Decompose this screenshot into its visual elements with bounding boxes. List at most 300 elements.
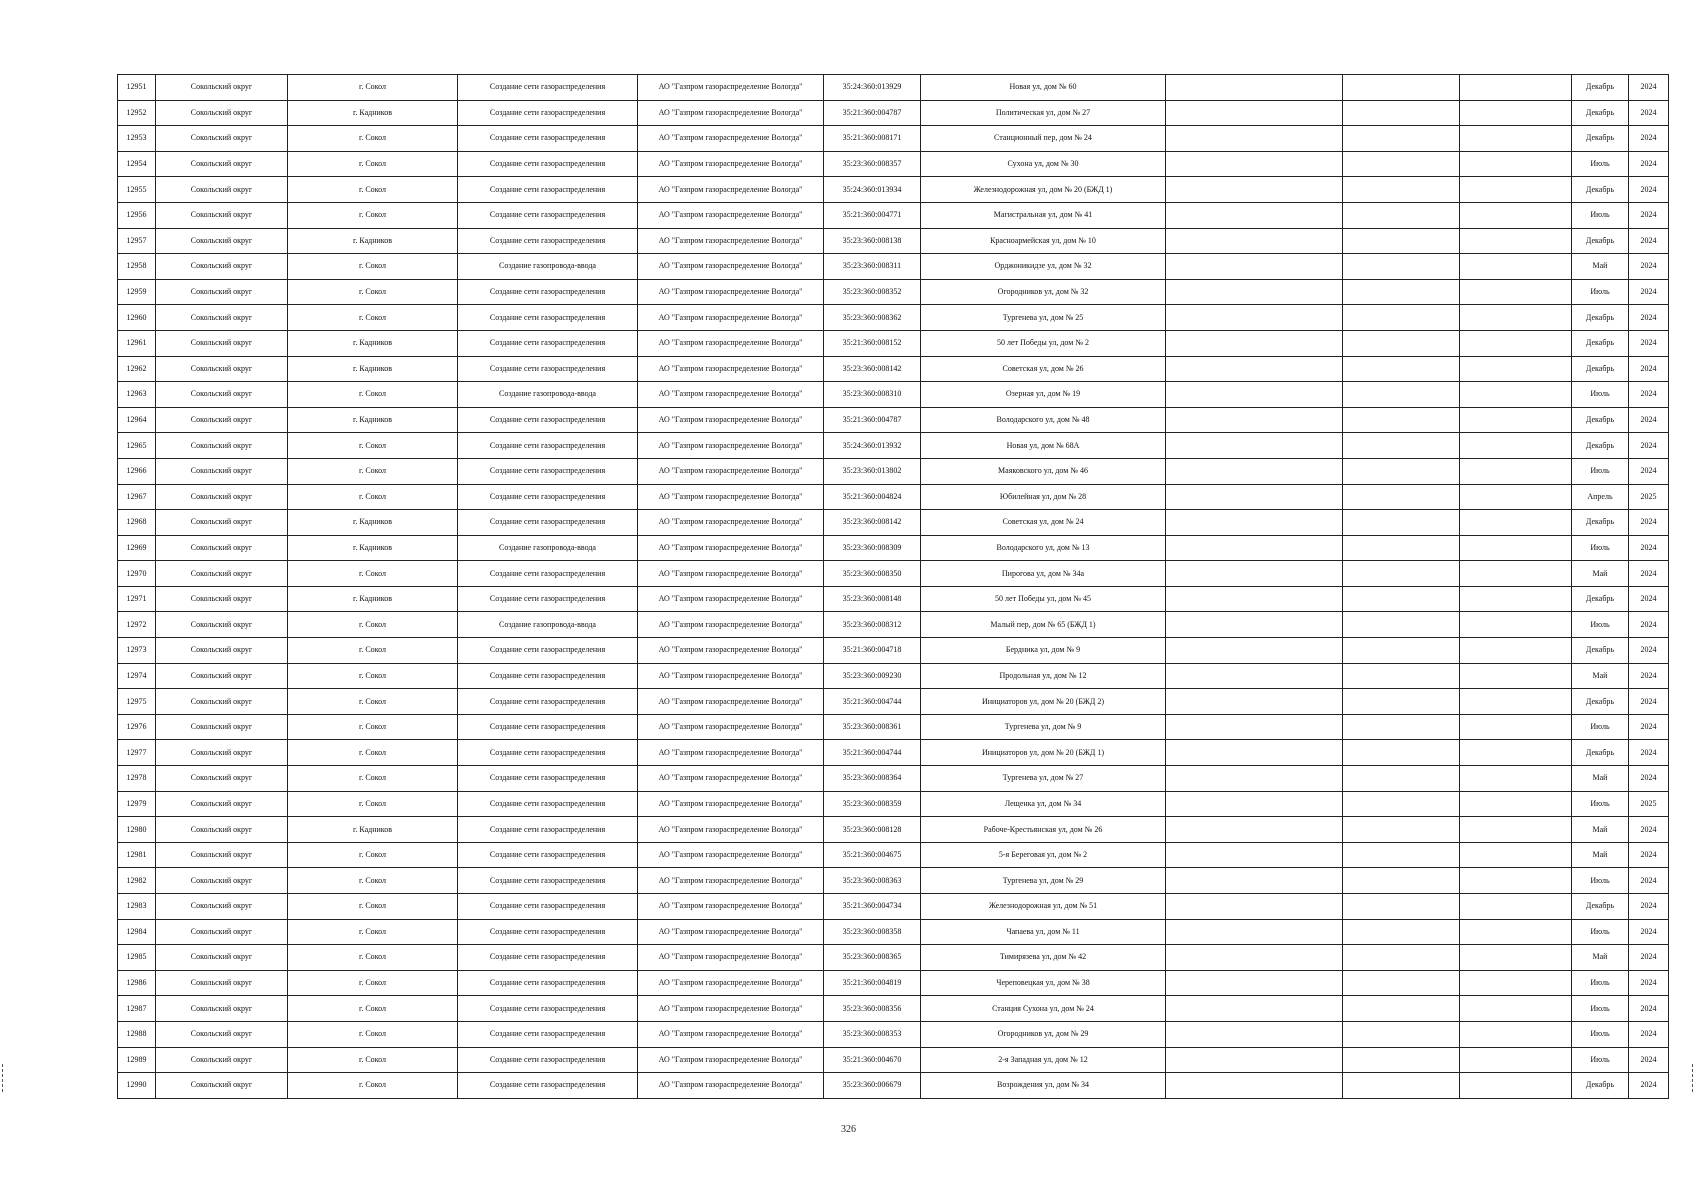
organization-cell: АО "Газпром газораспределение Вологда" (638, 484, 824, 510)
address-cell: Тимирязева ул, дом № 42 (921, 945, 1166, 971)
settlement-cell: г. Сокол (288, 202, 458, 228)
settlement-cell: г. Сокол (288, 1073, 458, 1099)
page-number: 326 (841, 1124, 856, 1135)
empty-cell-b (1343, 561, 1460, 587)
table-row (118, 510, 1669, 536)
empty-cell-b (1343, 510, 1460, 536)
year-cell: 2024 (1629, 202, 1669, 228)
empty-cell-a (1166, 330, 1343, 356)
row-number-cell: 12956 (118, 202, 156, 228)
cadastral-number-cell: 35:23:360:008353 (824, 1021, 921, 1047)
row-number-cell: 12971 (118, 586, 156, 612)
empty-cell-b (1343, 433, 1460, 459)
work-type-cell: Создание сети газораспределения (458, 766, 638, 792)
table-row (118, 330, 1669, 356)
empty-cell-b (1343, 842, 1460, 868)
row-number-cell: 12983 (118, 894, 156, 920)
empty-cell-b (1343, 254, 1460, 280)
table-row (118, 817, 1669, 843)
year-cell: 2024 (1629, 151, 1669, 177)
empty-cell-a (1166, 791, 1343, 817)
district-cell: Сокольский округ (156, 126, 288, 152)
settlement-cell: г. Сокол (288, 663, 458, 689)
organization-cell: АО "Газпром газораспределение Вологда" (638, 100, 824, 126)
empty-cell-b (1343, 638, 1460, 664)
settlement-cell: г. Сокол (288, 894, 458, 920)
settlement-cell: г. Кадников (288, 535, 458, 561)
month-cell: Май (1572, 945, 1629, 971)
year-cell: 2024 (1629, 177, 1669, 203)
year-cell: 2024 (1629, 75, 1669, 101)
empty-cell-a (1166, 1021, 1343, 1047)
empty-cell-a (1166, 151, 1343, 177)
row-number-cell: 12962 (118, 356, 156, 382)
empty-cell-a (1166, 177, 1343, 203)
row-number-cell: 12952 (118, 100, 156, 126)
empty-cell-a (1166, 561, 1343, 587)
empty-cell-b (1343, 919, 1460, 945)
work-type-cell: Создание газопровода-ввода (458, 612, 638, 638)
empty-cell-c (1460, 1021, 1572, 1047)
organization-cell: АО "Газпром газораспределение Вологда" (638, 586, 824, 612)
table-row (118, 279, 1669, 305)
work-type-cell: Создание сети газораспределения (458, 970, 638, 996)
empty-cell-a (1166, 484, 1343, 510)
organization-cell: АО "Газпром газораспределение Вологда" (638, 407, 824, 433)
empty-cell-a (1166, 356, 1343, 382)
table-row (118, 407, 1669, 433)
district-cell: Сокольский округ (156, 766, 288, 792)
empty-cell-b (1343, 894, 1460, 920)
empty-cell-a (1166, 100, 1343, 126)
year-cell: 2024 (1629, 356, 1669, 382)
cadastral-number-cell: 35:21:360:004787 (824, 100, 921, 126)
cadastral-number-cell: 35:24:360:013934 (824, 177, 921, 203)
month-cell: Июль (1572, 535, 1629, 561)
scan-edge-mark-right (1692, 1064, 1696, 1092)
district-cell: Сокольский округ (156, 612, 288, 638)
cadastral-number-cell: 35:23:360:013802 (824, 458, 921, 484)
month-cell: Июль (1572, 202, 1629, 228)
organization-cell: АО "Газпром газораспределение Вологда" (638, 868, 824, 894)
address-cell: Череповецкая ул, дом № 38 (921, 970, 1166, 996)
table-row (118, 484, 1669, 510)
settlement-cell: г. Кадников (288, 356, 458, 382)
organization-cell: АО "Газпром газораспределение Вологда" (638, 663, 824, 689)
cadastral-number-cell: 35:21:360:004819 (824, 970, 921, 996)
empty-cell-b (1343, 714, 1460, 740)
year-cell: 2024 (1629, 330, 1669, 356)
cadastral-number-cell: 35:21:360:008171 (824, 126, 921, 152)
empty-cell-c (1460, 894, 1572, 920)
empty-cell-b (1343, 151, 1460, 177)
organization-cell: АО "Газпром газораспределение Вологда" (638, 766, 824, 792)
work-type-cell: Создание сети газораспределения (458, 945, 638, 971)
settlement-cell: г. Сокол (288, 305, 458, 331)
work-type-cell: Создание сети газораспределения (458, 689, 638, 715)
district-cell: Сокольский округ (156, 356, 288, 382)
work-type-cell: Создание сети газораспределения (458, 75, 638, 101)
cadastral-number-cell: 35:24:360:013929 (824, 75, 921, 101)
year-cell: 2024 (1629, 279, 1669, 305)
empty-cell-a (1166, 868, 1343, 894)
table-row (118, 842, 1669, 868)
settlement-cell: г. Сокол (288, 126, 458, 152)
month-cell: Июль (1572, 868, 1629, 894)
settlement-cell: г. Сокол (288, 1047, 458, 1073)
cadastral-number-cell: 35:23:360:008365 (824, 945, 921, 971)
year-cell: 2025 (1629, 484, 1669, 510)
district-cell: Сокольский округ (156, 842, 288, 868)
month-cell: Июль (1572, 279, 1629, 305)
empty-cell-a (1166, 817, 1343, 843)
table-row (118, 894, 1669, 920)
empty-cell-b (1343, 356, 1460, 382)
month-cell: Декабрь (1572, 586, 1629, 612)
empty-cell-c (1460, 510, 1572, 536)
empty-cell-a (1166, 126, 1343, 152)
settlement-cell: г. Сокол (288, 561, 458, 587)
row-number-cell: 12988 (118, 1021, 156, 1047)
empty-cell-c (1460, 458, 1572, 484)
row-number-cell: 12986 (118, 970, 156, 996)
settlement-cell: г. Кадников (288, 228, 458, 254)
table-row (118, 714, 1669, 740)
empty-cell-b (1343, 791, 1460, 817)
year-cell: 2024 (1629, 894, 1669, 920)
table-row (118, 561, 1669, 587)
district-cell: Сокольский округ (156, 151, 288, 177)
empty-cell-a (1166, 458, 1343, 484)
empty-cell-c (1460, 638, 1572, 664)
cadastral-number-cell: 35:23:360:008364 (824, 766, 921, 792)
empty-cell-c (1460, 177, 1572, 203)
district-cell: Сокольский округ (156, 100, 288, 126)
month-cell: Декабрь (1572, 433, 1629, 459)
address-cell: Юбилейная ул, дом № 28 (921, 484, 1166, 510)
empty-cell-a (1166, 970, 1343, 996)
address-cell: Советская ул, дом № 26 (921, 356, 1166, 382)
organization-cell: АО "Газпром газораспределение Вологда" (638, 202, 824, 228)
empty-cell-b (1343, 535, 1460, 561)
row-number-cell: 12973 (118, 638, 156, 664)
address-cell: Магистральная ул, дом № 41 (921, 202, 1166, 228)
cadastral-number-cell: 35:23:360:008352 (824, 279, 921, 305)
work-type-cell: Создание сети газораспределения (458, 228, 638, 254)
row-number-cell: 12979 (118, 791, 156, 817)
empty-cell-c (1460, 919, 1572, 945)
month-cell: Декабрь (1572, 356, 1629, 382)
organization-cell: АО "Газпром газораспределение Вологда" (638, 356, 824, 382)
empty-cell-c (1460, 356, 1572, 382)
month-cell: Июль (1572, 612, 1629, 638)
empty-cell-b (1343, 407, 1460, 433)
settlement-cell: г. Сокол (288, 458, 458, 484)
year-cell: 2024 (1629, 586, 1669, 612)
district-cell: Сокольский округ (156, 996, 288, 1022)
cadastral-number-cell: 35:23:360:008363 (824, 868, 921, 894)
empty-cell-a (1166, 842, 1343, 868)
work-type-cell: Создание сети газораспределения (458, 663, 638, 689)
organization-cell: АО "Газпром газораспределение Вологда" (638, 714, 824, 740)
empty-cell-b (1343, 612, 1460, 638)
work-type-cell: Создание газопровода-ввода (458, 535, 638, 561)
cadastral-number-cell: 35:23:360:008311 (824, 254, 921, 280)
empty-cell-c (1460, 842, 1572, 868)
work-type-cell: Создание сети газораспределения (458, 1073, 638, 1099)
organization-cell: АО "Газпром газораспределение Вологда" (638, 151, 824, 177)
settlement-cell: г. Сокол (288, 638, 458, 664)
row-number-cell: 12963 (118, 382, 156, 408)
empty-cell-b (1343, 100, 1460, 126)
address-cell: Маяковского ул, дом № 46 (921, 458, 1166, 484)
district-cell: Сокольский округ (156, 945, 288, 971)
work-type-cell: Создание сети газораспределения (458, 484, 638, 510)
month-cell: Декабрь (1572, 75, 1629, 101)
settlement-cell: г. Кадников (288, 510, 458, 536)
empty-cell-b (1343, 126, 1460, 152)
empty-cell-a (1166, 586, 1343, 612)
work-type-cell: Создание сети газораспределения (458, 561, 638, 587)
empty-cell-b (1343, 305, 1460, 331)
table-row (118, 996, 1669, 1022)
empty-cell-b (1343, 586, 1460, 612)
month-cell: Декабрь (1572, 510, 1629, 536)
row-number-cell: 12955 (118, 177, 156, 203)
organization-cell: АО "Газпром газораспределение Вологда" (638, 228, 824, 254)
table-row (118, 638, 1669, 664)
address-cell: 50 лет Победы ул, дом № 2 (921, 330, 1166, 356)
empty-cell-a (1166, 535, 1343, 561)
row-number-cell: 12987 (118, 996, 156, 1022)
empty-cell-c (1460, 586, 1572, 612)
address-cell: Станционный пер, дом № 24 (921, 126, 1166, 152)
row-number-cell: 12970 (118, 561, 156, 587)
empty-cell-c (1460, 689, 1572, 715)
row-number-cell: 12968 (118, 510, 156, 536)
empty-cell-a (1166, 714, 1343, 740)
district-cell: Сокольский округ (156, 970, 288, 996)
address-cell: Инициаторов ул, дом № 20 (БЖД 1) (921, 740, 1166, 766)
address-cell: Политическая ул, дом № 27 (921, 100, 1166, 126)
work-type-cell: Создание сети газораспределения (458, 894, 638, 920)
table-row (118, 382, 1669, 408)
row-number-cell: 12990 (118, 1073, 156, 1099)
settlement-cell: г. Сокол (288, 766, 458, 792)
empty-cell-c (1460, 817, 1572, 843)
month-cell: Май (1572, 561, 1629, 587)
table-row (118, 586, 1669, 612)
district-cell: Сокольский округ (156, 740, 288, 766)
table-row (118, 202, 1669, 228)
registry-table-body (118, 75, 1669, 1099)
year-cell: 2024 (1629, 433, 1669, 459)
empty-cell-b (1343, 970, 1460, 996)
table-row (118, 254, 1669, 280)
settlement-cell: г. Сокол (288, 177, 458, 203)
year-cell: 2024 (1629, 714, 1669, 740)
table-row (118, 612, 1669, 638)
organization-cell: АО "Газпром газораспределение Вологда" (638, 945, 824, 971)
organization-cell: АО "Газпром газораспределение Вологда" (638, 842, 824, 868)
year-cell: 2024 (1629, 612, 1669, 638)
cadastral-number-cell: 35:21:360:004670 (824, 1047, 921, 1073)
empty-cell-b (1343, 458, 1460, 484)
empty-cell-c (1460, 766, 1572, 792)
table-row (118, 791, 1669, 817)
settlement-cell: г. Сокол (288, 382, 458, 408)
year-cell: 2024 (1629, 1047, 1669, 1073)
organization-cell: АО "Газпром газораспределение Вологда" (638, 996, 824, 1022)
empty-cell-c (1460, 612, 1572, 638)
row-number-cell: 12978 (118, 766, 156, 792)
district-cell: Сокольский округ (156, 791, 288, 817)
district-cell: Сокольский округ (156, 689, 288, 715)
empty-cell-a (1166, 945, 1343, 971)
settlement-cell: г. Сокол (288, 433, 458, 459)
cadastral-number-cell: 35:23:360:008312 (824, 612, 921, 638)
address-cell: Новая ул, дом № 60 (921, 75, 1166, 101)
row-number-cell: 12972 (118, 612, 156, 638)
month-cell: Июль (1572, 791, 1629, 817)
table-row (118, 1073, 1669, 1099)
month-cell: Май (1572, 766, 1629, 792)
empty-cell-c (1460, 279, 1572, 305)
work-type-cell: Создание сети газораспределения (458, 791, 638, 817)
cadastral-number-cell: 35:23:360:008310 (824, 382, 921, 408)
address-cell: Огородников ул, дом № 32 (921, 279, 1166, 305)
empty-cell-c (1460, 996, 1572, 1022)
cadastral-number-cell: 35:23:360:008350 (824, 561, 921, 587)
row-number-cell: 12964 (118, 407, 156, 433)
empty-cell-b (1343, 766, 1460, 792)
district-cell: Сокольский округ (156, 894, 288, 920)
row-number-cell: 12967 (118, 484, 156, 510)
empty-cell-c (1460, 484, 1572, 510)
settlement-cell: г. Сокол (288, 1021, 458, 1047)
month-cell: Декабрь (1572, 1073, 1629, 1099)
organization-cell: АО "Газпром газораспределение Вологда" (638, 638, 824, 664)
settlement-cell: г. Кадников (288, 100, 458, 126)
table-row (118, 305, 1669, 331)
district-cell: Сокольский округ (156, 868, 288, 894)
organization-cell: АО "Газпром газораспределение Вологда" (638, 279, 824, 305)
table-row (118, 663, 1669, 689)
empty-cell-c (1460, 407, 1572, 433)
row-number-cell: 12969 (118, 535, 156, 561)
work-type-cell: Создание сети газораспределения (458, 996, 638, 1022)
work-type-cell: Создание сети газораспределения (458, 330, 638, 356)
settlement-cell: г. Сокол (288, 740, 458, 766)
cadastral-number-cell: 35:21:360:004787 (824, 407, 921, 433)
table-row (118, 126, 1669, 152)
row-number-cell: 12961 (118, 330, 156, 356)
empty-cell-a (1166, 382, 1343, 408)
cadastral-number-cell: 35:23:360:008138 (824, 228, 921, 254)
empty-cell-a (1166, 919, 1343, 945)
district-cell: Сокольский округ (156, 484, 288, 510)
organization-cell: АО "Газпром газораспределение Вологда" (638, 177, 824, 203)
district-cell: Сокольский округ (156, 1073, 288, 1099)
gasification-registry-table (117, 74, 1669, 1099)
row-number-cell: 12966 (118, 458, 156, 484)
month-cell: Декабрь (1572, 330, 1629, 356)
organization-cell: АО "Газпром газораспределение Вологда" (638, 561, 824, 587)
organization-cell: АО "Газпром газораспределение Вологда" (638, 254, 824, 280)
district-cell: Сокольский округ (156, 535, 288, 561)
empty-cell-c (1460, 535, 1572, 561)
address-cell: Новая ул, дом № 68А (921, 433, 1166, 459)
empty-cell-b (1343, 996, 1460, 1022)
settlement-cell: г. Кадников (288, 817, 458, 843)
settlement-cell: г. Сокол (288, 868, 458, 894)
address-cell: Володарского ул, дом № 48 (921, 407, 1166, 433)
table-row (118, 740, 1669, 766)
table-row (118, 919, 1669, 945)
empty-cell-c (1460, 330, 1572, 356)
empty-cell-a (1166, 407, 1343, 433)
month-cell: Июль (1572, 1047, 1629, 1073)
district-cell: Сокольский округ (156, 202, 288, 228)
organization-cell: АО "Газпром газораспределение Вологда" (638, 535, 824, 561)
settlement-cell: г. Сокол (288, 612, 458, 638)
empty-cell-b (1343, 817, 1460, 843)
month-cell: Май (1572, 663, 1629, 689)
settlement-cell: г. Сокол (288, 484, 458, 510)
district-cell: Сокольский округ (156, 407, 288, 433)
cadastral-number-cell: 35:23:360:008128 (824, 817, 921, 843)
address-cell: 5-я Береговая ул, дом № 2 (921, 842, 1166, 868)
year-cell: 2024 (1629, 740, 1669, 766)
empty-cell-a (1166, 433, 1343, 459)
organization-cell: АО "Газпром газораспределение Вологда" (638, 305, 824, 331)
row-number-cell: 12985 (118, 945, 156, 971)
year-cell: 2024 (1629, 254, 1669, 280)
empty-cell-c (1460, 305, 1572, 331)
month-cell: Декабрь (1572, 228, 1629, 254)
table-row (118, 177, 1669, 203)
month-cell: Май (1572, 842, 1629, 868)
empty-cell-b (1343, 1073, 1460, 1099)
empty-cell-b (1343, 689, 1460, 715)
cadastral-number-cell: 35:21:360:008152 (824, 330, 921, 356)
month-cell: Июль (1572, 458, 1629, 484)
year-cell: 2025 (1629, 791, 1669, 817)
address-cell: 50 лет Победы ул, дом № 45 (921, 586, 1166, 612)
district-cell: Сокольский округ (156, 382, 288, 408)
empty-cell-a (1166, 228, 1343, 254)
empty-cell-b (1343, 1021, 1460, 1047)
settlement-cell: г. Сокол (288, 970, 458, 996)
district-cell: Сокольский округ (156, 1021, 288, 1047)
empty-cell-c (1460, 561, 1572, 587)
cadastral-number-cell: 35:21:360:004675 (824, 842, 921, 868)
year-cell: 2024 (1629, 663, 1669, 689)
district-cell: Сокольский округ (156, 817, 288, 843)
row-number-cell: 12977 (118, 740, 156, 766)
row-number-cell: 12989 (118, 1047, 156, 1073)
address-cell: Возрождения ул, дом № 34 (921, 1073, 1166, 1099)
district-cell: Сокольский округ (156, 458, 288, 484)
empty-cell-b (1343, 202, 1460, 228)
district-cell: Сокольский округ (156, 561, 288, 587)
row-number-cell: 12965 (118, 433, 156, 459)
empty-cell-b (1343, 945, 1460, 971)
year-cell: 2024 (1629, 638, 1669, 664)
year-cell: 2024 (1629, 126, 1669, 152)
year-cell: 2024 (1629, 842, 1669, 868)
work-type-cell: Создание сети газораспределения (458, 1047, 638, 1073)
